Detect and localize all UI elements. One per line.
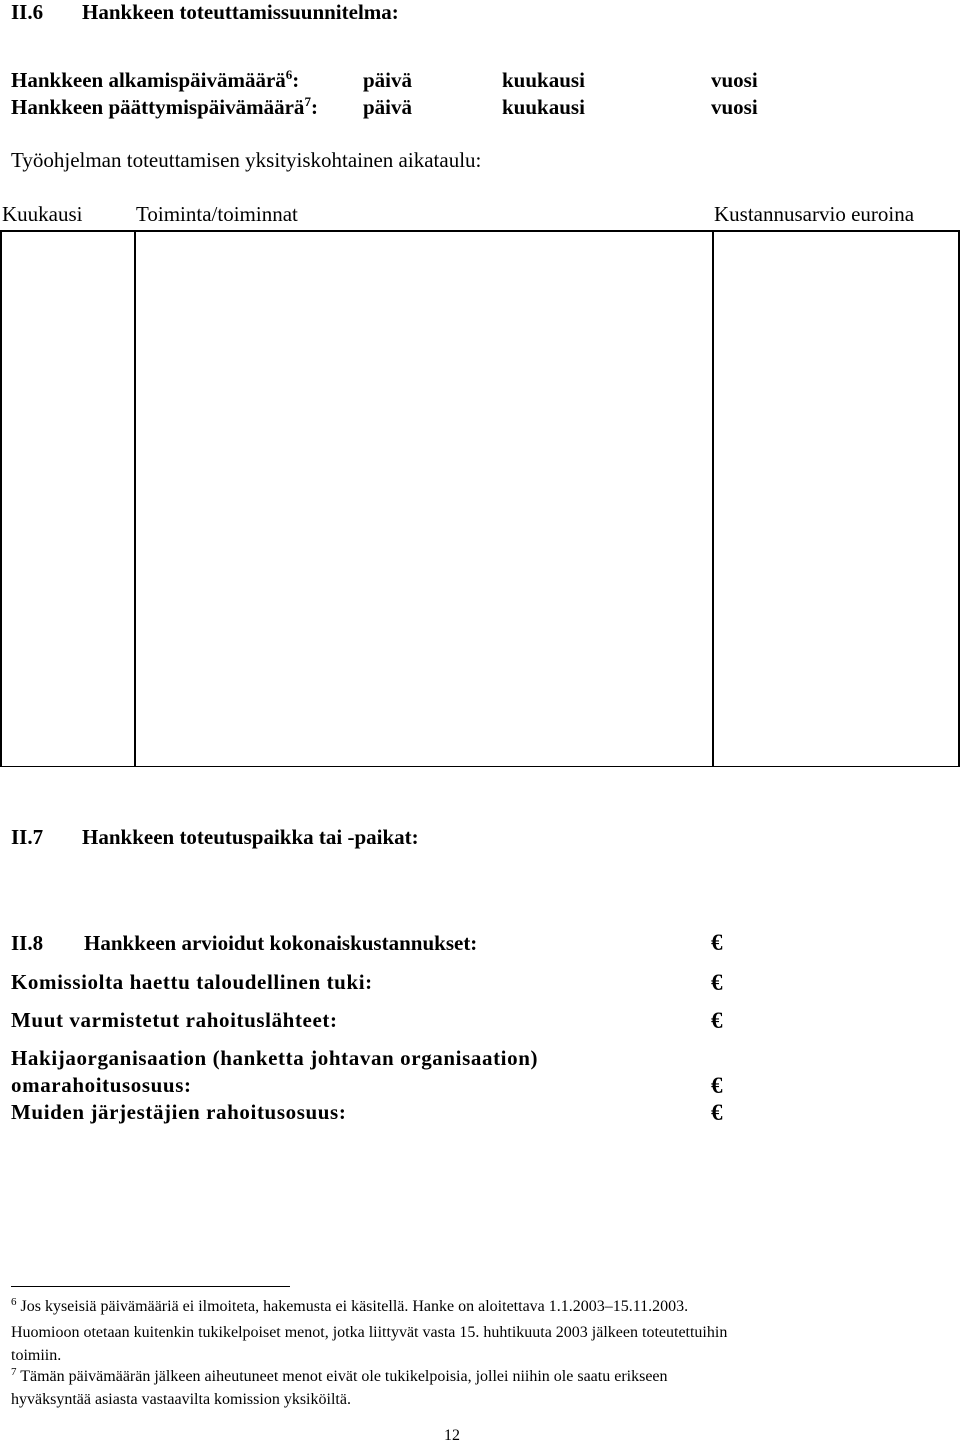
start-month-label: kuukausi — [502, 68, 585, 92]
footnote-7-line1: $^7$ Tämän päivämäärän jälkeen aiheutuneet menot eivät ole tukikelpoisia, jollei niihin ole saatu erikseen — [11, 1366, 668, 1385]
schedule-table — [0, 199, 960, 767]
footnote-6-line3: toimiin. — [11, 1347, 62, 1364]
column-header-activity: Toiminta/toiminnat — [136, 202, 298, 226]
euro-sign-other-organisers: € — [711, 1100, 723, 1125]
end-day-label: päivä — [363, 95, 413, 119]
start-date-label: Hankkeen alkamispäivämäärä$^6$: — [11, 67, 300, 92]
applicant-funding-label-line2: omarahoitusosuus: — [11, 1073, 192, 1097]
section-title-ii8: Hankkeen arvioidut kokonaiskustannukset: — [84, 931, 478, 955]
section-number-ii7: II.7 — [11, 825, 44, 849]
end-year-label: vuosi — [711, 95, 758, 119]
footnote-ref-6: 6 — [285, 67, 293, 82]
column-header-cost: Kustannusarvio euroina — [714, 202, 915, 226]
section-title-ii7: Hankkeen toteutuspaikka tai -paikat: — [82, 825, 419, 849]
footnote-6-marker: 6 — [11, 1296, 17, 1308]
euro-sign-applicant: € — [711, 1073, 723, 1098]
footnote-7-marker: 7 — [11, 1366, 17, 1378]
column-header-month: Kuukausi — [2, 202, 83, 226]
end-month-label: kuukausi — [502, 95, 585, 119]
section-title-ii6: Hankkeen toteuttamissuunnitelma: — [82, 0, 399, 24]
schedule-title: Työohjelman toteuttamisen yksityiskohtainen aikataulu: — [11, 148, 482, 172]
other-sources-label: Muut varmistetut rahoituslähteet: — [11, 1008, 338, 1032]
other-organisers-label: Muiden järjestäjien rahoitusosuus: — [11, 1100, 347, 1124]
applicant-funding-label-line1: Hakijaorganisaation (hanketta johtavan organisaation) — [11, 1046, 539, 1070]
table-border-right — [958, 230, 960, 767]
euro-sign-total: € — [711, 930, 723, 955]
start-year-label: vuosi — [711, 68, 758, 92]
section-number-ii8: II.8 — [11, 931, 44, 955]
start-day-label: päivä — [363, 68, 413, 92]
month-cell[interactable] — [1, 232, 133, 765]
euro-sign-commission: € — [711, 970, 723, 995]
euro-sign-other-sources: € — [711, 1008, 723, 1033]
commission-support-label: Komissiolta haettu taloudellinen tuki: — [11, 970, 373, 994]
cost-cell[interactable] — [714, 232, 957, 765]
end-date-label: Hankkeen päättymispäivämäärä$^7$: — [11, 94, 318, 119]
footnote-ref-7: 7 — [304, 94, 311, 109]
page-number: 12 — [444, 1427, 460, 1444]
section-number-ii6: II.6 — [11, 0, 44, 24]
activity-cell[interactable] — [136, 232, 711, 765]
footnote-6-line1: $^6$ Jos kyseisiä päivämääriä ei ilmoiteta, hakemusta ei käsitellä. Hanke on aloitettava 1.1.2003–15.11.2003. — [11, 1296, 689, 1315]
footnote-7-line2: hyväksyntää asiasta vastaavilta komission yksiköiltä. — [11, 1391, 351, 1408]
footnote-6-line2: Huomioon otetaan kuitenkin tukikelpoiset menot, jotka liittyvät vasta 15. huhtikuuta 2003 jälkeen toteutettuihin — [11, 1324, 728, 1341]
footnote-separator — [11, 1286, 290, 1287]
table-bottom-rule — [0, 766, 960, 768]
